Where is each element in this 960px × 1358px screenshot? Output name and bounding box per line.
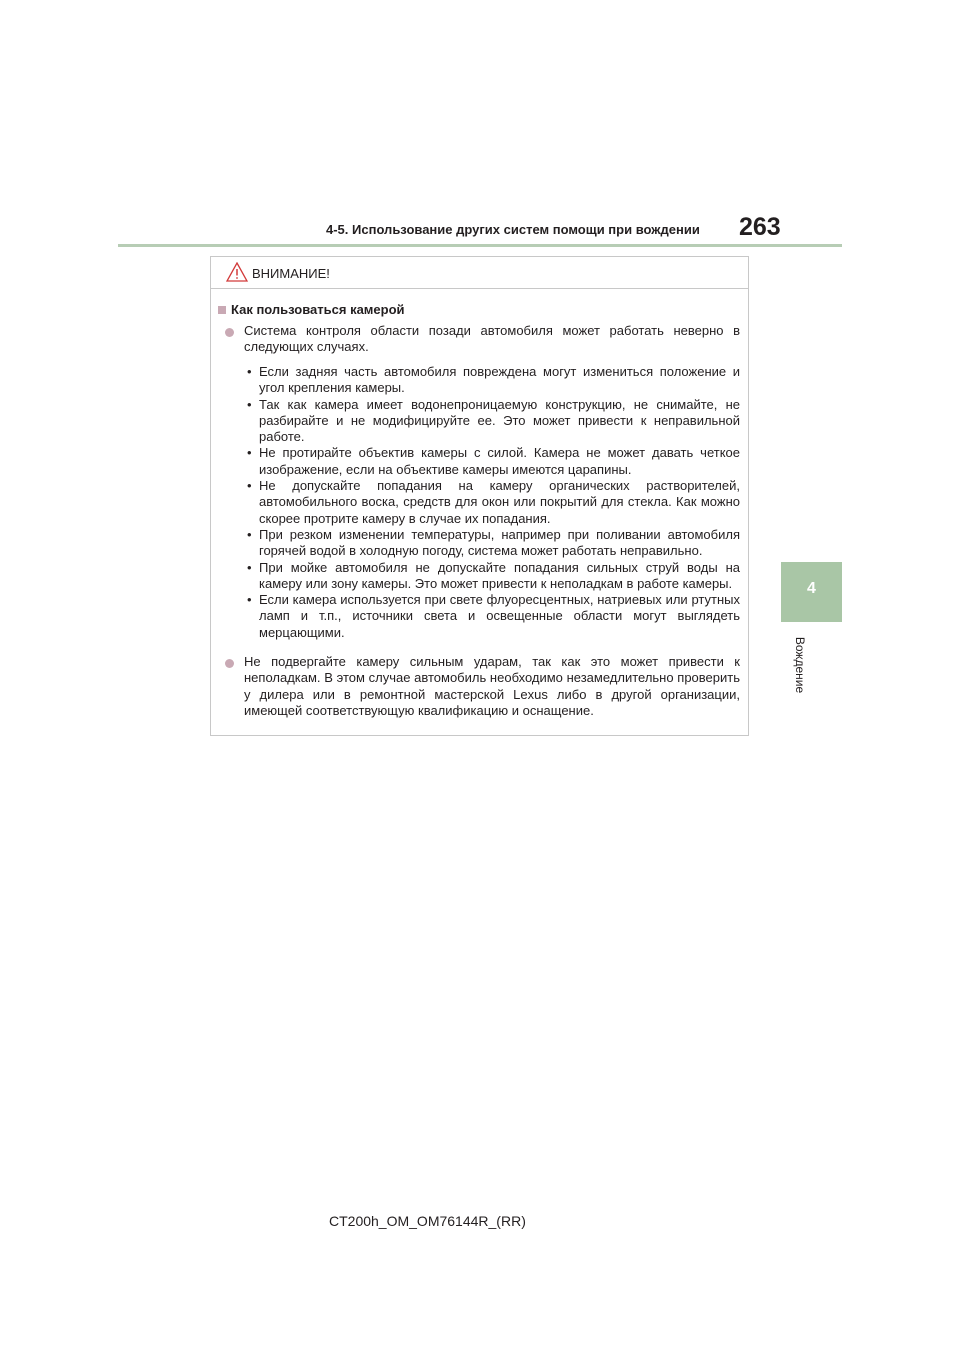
sub-item: • Не допускайте попадания на камеру органических растворителей, автомобильного воска, средств для окон или покрытий для стекла. Как можно скорее протрите камеру в случае их попадания. [244,478,740,527]
sub-item: • При мойке автомобиля не допускайте попадания сильных струй воды на камеру или зону камеры. Это может привести к неполадкам в работе камеры. [244,560,740,593]
sub-item: • Если задняя часть автомобиля повреждена могут измениться положение и угол крепления камеры. [244,364,740,397]
page-number: 263 [739,213,781,241]
section-heading-text: Как пользоваться камерой [231,302,405,317]
chapter-label-container [790,628,810,708]
square-bullet-icon [218,306,226,314]
section-title: 4-5. Использование других систем помощи при вождении [326,222,700,237]
round-bullet-icon [225,659,234,668]
bullet-paragraph-1: Система контроля области позади автомобиля может работать неверно в следующих случаях. [244,323,740,355]
document-code: CT200h_OM_OM76144R_(RR) [329,1213,526,1229]
sub-item: • Так как камера имеет водонепроницаемую конструкцию, не снимайте, не разбирайте и не модифицируйте ее. Это может привести к неправильной работе. [244,397,740,446]
header-divider [118,244,842,247]
bullet-paragraph-2: Не подвергайте камеру сильным ударам, так как это может привести к неполадкам. В этом случае автомобиль необходимо незамедлительно проверить у дилера или в ремонтной мастерской Lexus либо в другой организации, имеющей соответствующую квалификацию и оснащение. [244,654,740,719]
caution-title: ВНИМАНИЕ! [252,266,330,281]
chapter-tab [781,562,842,622]
caution-header [211,257,748,289]
section-heading [218,302,405,317]
sub-item: • Если камера используется при свете флуоресцентных, натриевых или ртутных ламп и т.п., источники света и освещенные области могут выглядеть мерцающими. [244,592,740,641]
chapter-number: 4 [807,580,816,597]
sub-item: • При резком изменении температуры, например при поливании автомобиля горячей водой в холодную погоду, система может работать неправильно. [244,527,740,560]
sub-item: • Не протирайте объектив камеры с силой. Камера не может давать четкое изображение, если на объективе камеры имеются царапины. [244,445,740,478]
chapter-label: Вождение [793,636,807,694]
round-bullet-icon [225,328,234,337]
caution-box [210,256,749,736]
sub-item-list [244,364,740,641]
warning-triangle-icon [226,262,248,282]
